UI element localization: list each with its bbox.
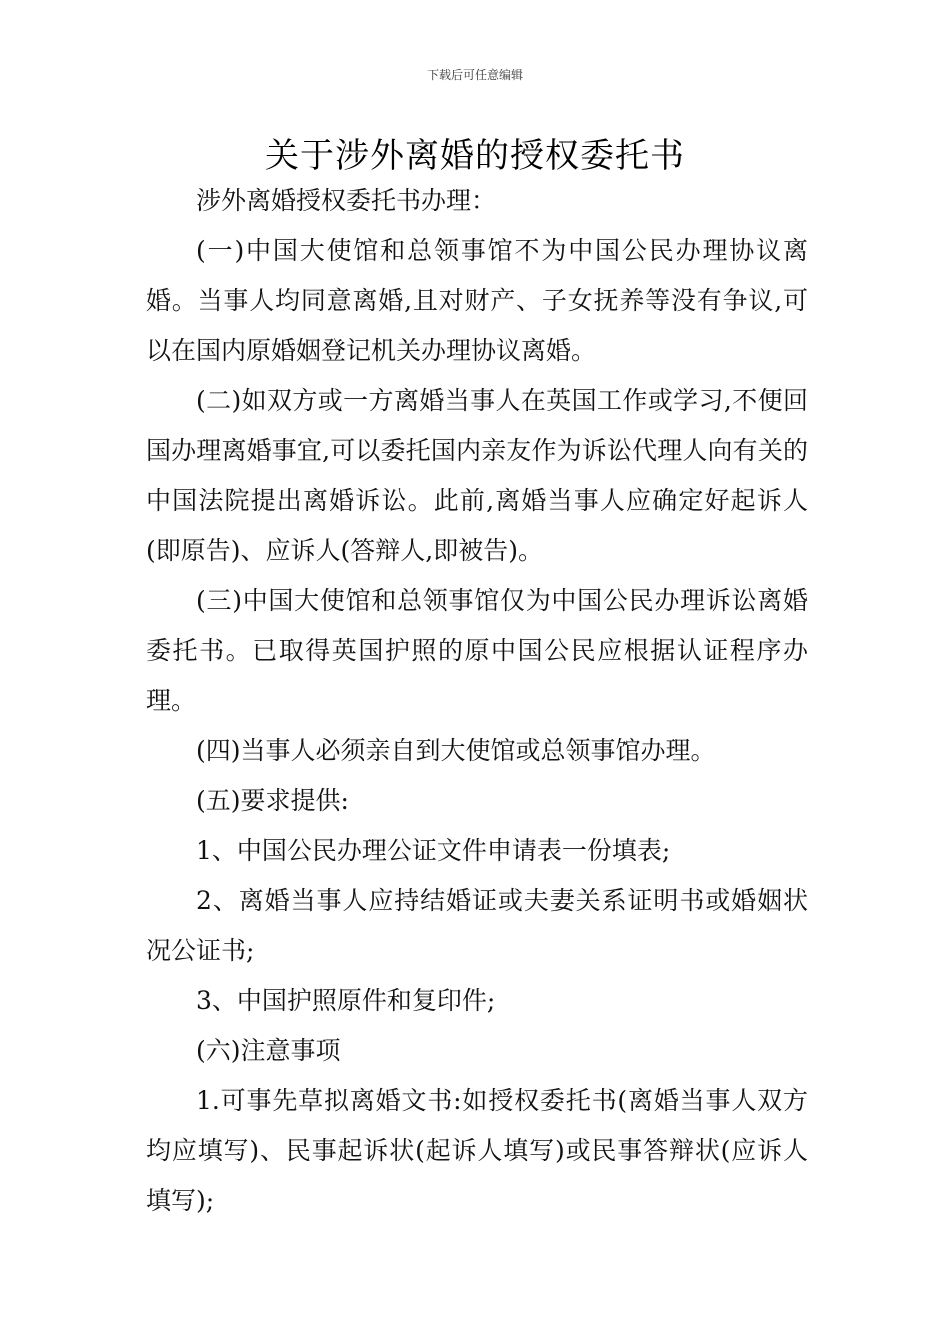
paragraph-intro: 涉外离婚授权委托书办理：: [196, 186, 497, 215]
paragraph-item-3: (三)中国大使馆和总领事馆仅为中国公民办理诉讼离婚委托书。已取得英国护照的原中国公民应根据认证程序办理。: [146, 586, 808, 715]
paragraph-item-4: (四)当事人必须亲自到大使馆或总领事馆办理。: [196, 736, 716, 765]
paragraph-requirement-3: 3、中国护照原件和复印件;: [196, 986, 496, 1015]
paragraph-item-5: (五)要求提供:: [196, 786, 349, 815]
paragraph-item-2: (二)如双方或一方离婚当事人在英国工作或学习,不便回国办理离婚事宜,可以委托国内亲友作为诉讼代理人向有关的中国法院提出离婚诉讼。此前,离婚当事人应确定好起诉人(即原告)、应诉人(答辩人,即被告)。: [146, 386, 808, 565]
document-body: [146, 176, 808, 1226]
paragraph-item-1: (一)中国大使馆和总领事馆不为中国公民办理协议离婚。当事人均同意离婚,且对财产、子女抚养等没有争议,可以在国内原婚姻登记机关办理协议离婚。: [146, 236, 808, 365]
paragraph-item-6: (六)注意事项: [196, 1036, 341, 1065]
paragraph-requirement-2: 2、离婚当事人应持结婚证或夫妻关系证明书或婚姻状况公证书;: [146, 886, 808, 965]
paragraph-requirement-1: 1、中国公民办理公证文件申请表一份填表;: [196, 836, 671, 865]
paragraph-note-1: 1.可事先草拟离婚文书:如授权委托书(离婚当事人双方均应填写)、民事起诉状(起诉人填写)或民事答辩状(应诉人填写);: [146, 1086, 808, 1215]
document-title: 关于涉外离婚的授权委托书: [265, 136, 685, 176]
header-note: 下载后可任意编辑: [426, 68, 523, 82]
